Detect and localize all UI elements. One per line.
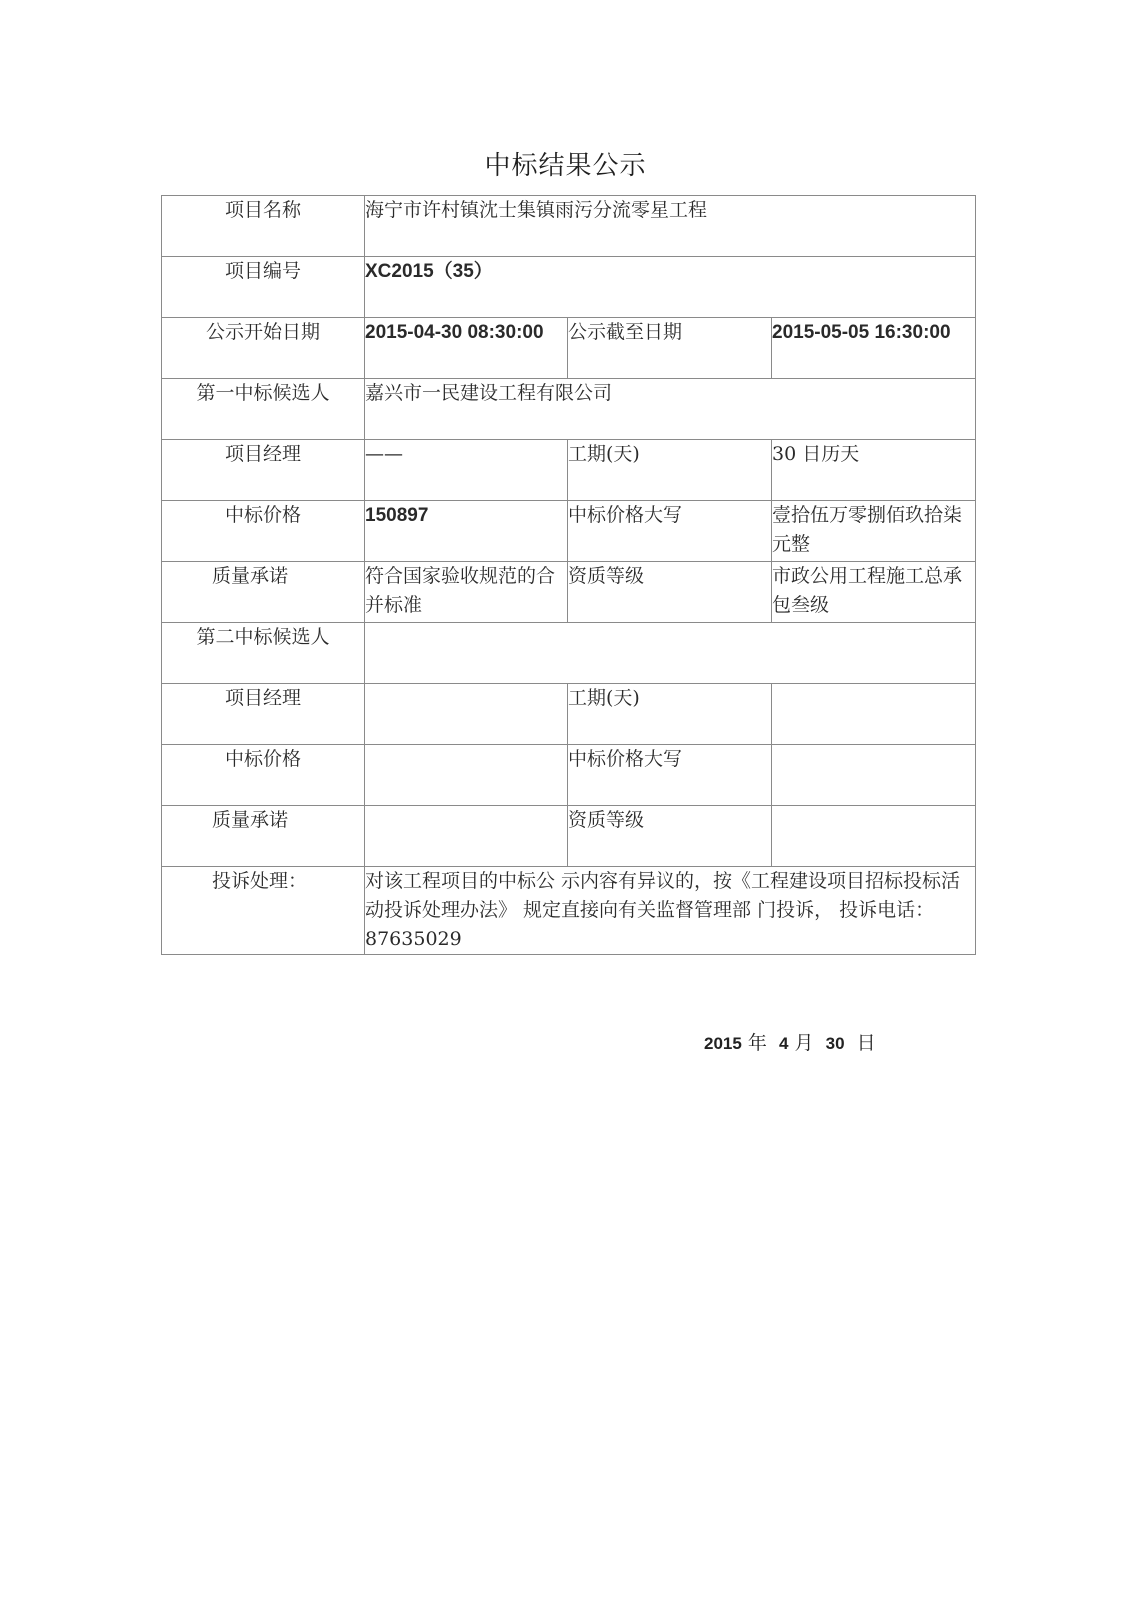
first-period-value: 30 日历天 — [772, 440, 976, 501]
first-manager-label: 项目经理 — [162, 440, 365, 501]
document-title: 中标结果公示 — [484, 151, 647, 181]
second-period-label: 工期(天) — [568, 684, 772, 745]
second-price-label: 中标价格 — [162, 745, 365, 806]
first-price-label: 中标价格 — [162, 501, 365, 562]
second-price-caps-label: 中标价格大写 — [568, 745, 772, 806]
date-month-unit: 月 — [794, 1032, 814, 1054]
second-qualification-value — [772, 806, 976, 867]
date-month: 4 — [778, 1034, 789, 1053]
date-year-unit: 年 — [747, 1032, 767, 1054]
table-row-first-manager — [162, 440, 976, 501]
table-row-first-price — [162, 501, 976, 562]
first-price-caps-label: 中标价格大写 — [568, 501, 772, 562]
first-qualification-label: 资质等级 — [568, 562, 772, 623]
second-period-value — [772, 684, 976, 745]
date-day: 30 — [825, 1034, 845, 1053]
first-quality-label: 质量承诺 — [162, 562, 365, 623]
table-row-first-candidate — [162, 379, 976, 440]
first-candidate-label: 第一中标候选人 — [162, 379, 365, 440]
first-price-caps-value: 壹拾伍万零捌佰玖拾柒元整 — [772, 501, 976, 562]
second-candidate-label: 第二中标候选人 — [162, 623, 365, 684]
first-qualification-value: 市政公用工程施工总承包叁级 — [772, 562, 976, 623]
first-price-value: 150897 — [365, 501, 568, 562]
table-row-second-manager — [162, 684, 976, 745]
table-row-publicity-dates — [162, 318, 976, 379]
table-row-first-quality — [162, 562, 976, 623]
project-no-label: 项目编号 — [162, 257, 365, 318]
publicity-start-value: 2015-04-30 08:30:00 — [365, 318, 568, 379]
project-no-value: XC2015（35） — [365, 257, 976, 318]
second-manager-label: 项目经理 — [162, 684, 365, 745]
second-manager-value — [365, 684, 568, 745]
publicity-start-label: 公示开始日期 — [162, 318, 365, 379]
second-quality-value — [365, 806, 568, 867]
project-name-label: 项目名称 — [162, 196, 365, 257]
table-row-project-name — [162, 196, 976, 257]
date-year: 2015 — [704, 1034, 742, 1053]
signature-date — [704, 1028, 876, 1055]
table-row-second-quality — [162, 806, 976, 867]
publicity-end-value: 2015-05-05 16:30:00 — [772, 318, 976, 379]
first-manager-value: —— — [365, 440, 568, 501]
award-result-table — [161, 195, 976, 955]
table-row-second-candidate — [162, 623, 976, 684]
complaint-text: 对该工程项目的中标公 示内容有异议的，按《工程建设项目招标投标活动投诉处理办法》 规定直接向有关监督管理部 门投诉， 投诉电话：87635029 — [365, 867, 976, 955]
second-quality-label: 质量承诺 — [162, 806, 365, 867]
table-row-complaint — [162, 867, 976, 955]
second-price-value — [365, 745, 568, 806]
table-row-second-price — [162, 745, 976, 806]
second-candidate-name — [365, 623, 976, 684]
publicity-end-label: 公示截至日期 — [568, 318, 772, 379]
first-quality-value: 符合国家验收规范的合并标准 — [365, 562, 568, 623]
complaint-label: 投诉处理： — [162, 867, 365, 955]
table-row-project-no — [162, 257, 976, 318]
second-price-caps-value — [772, 745, 976, 806]
project-name-value: 海宁市许村镇沈士集镇雨污分流零星工程 — [365, 196, 976, 257]
date-day-unit: 日 — [856, 1032, 876, 1054]
second-qualification-label: 资质等级 — [568, 806, 772, 867]
first-candidate-name: 嘉兴市一民建设工程有限公司 — [365, 379, 976, 440]
first-period-label: 工期(天) — [568, 440, 772, 501]
